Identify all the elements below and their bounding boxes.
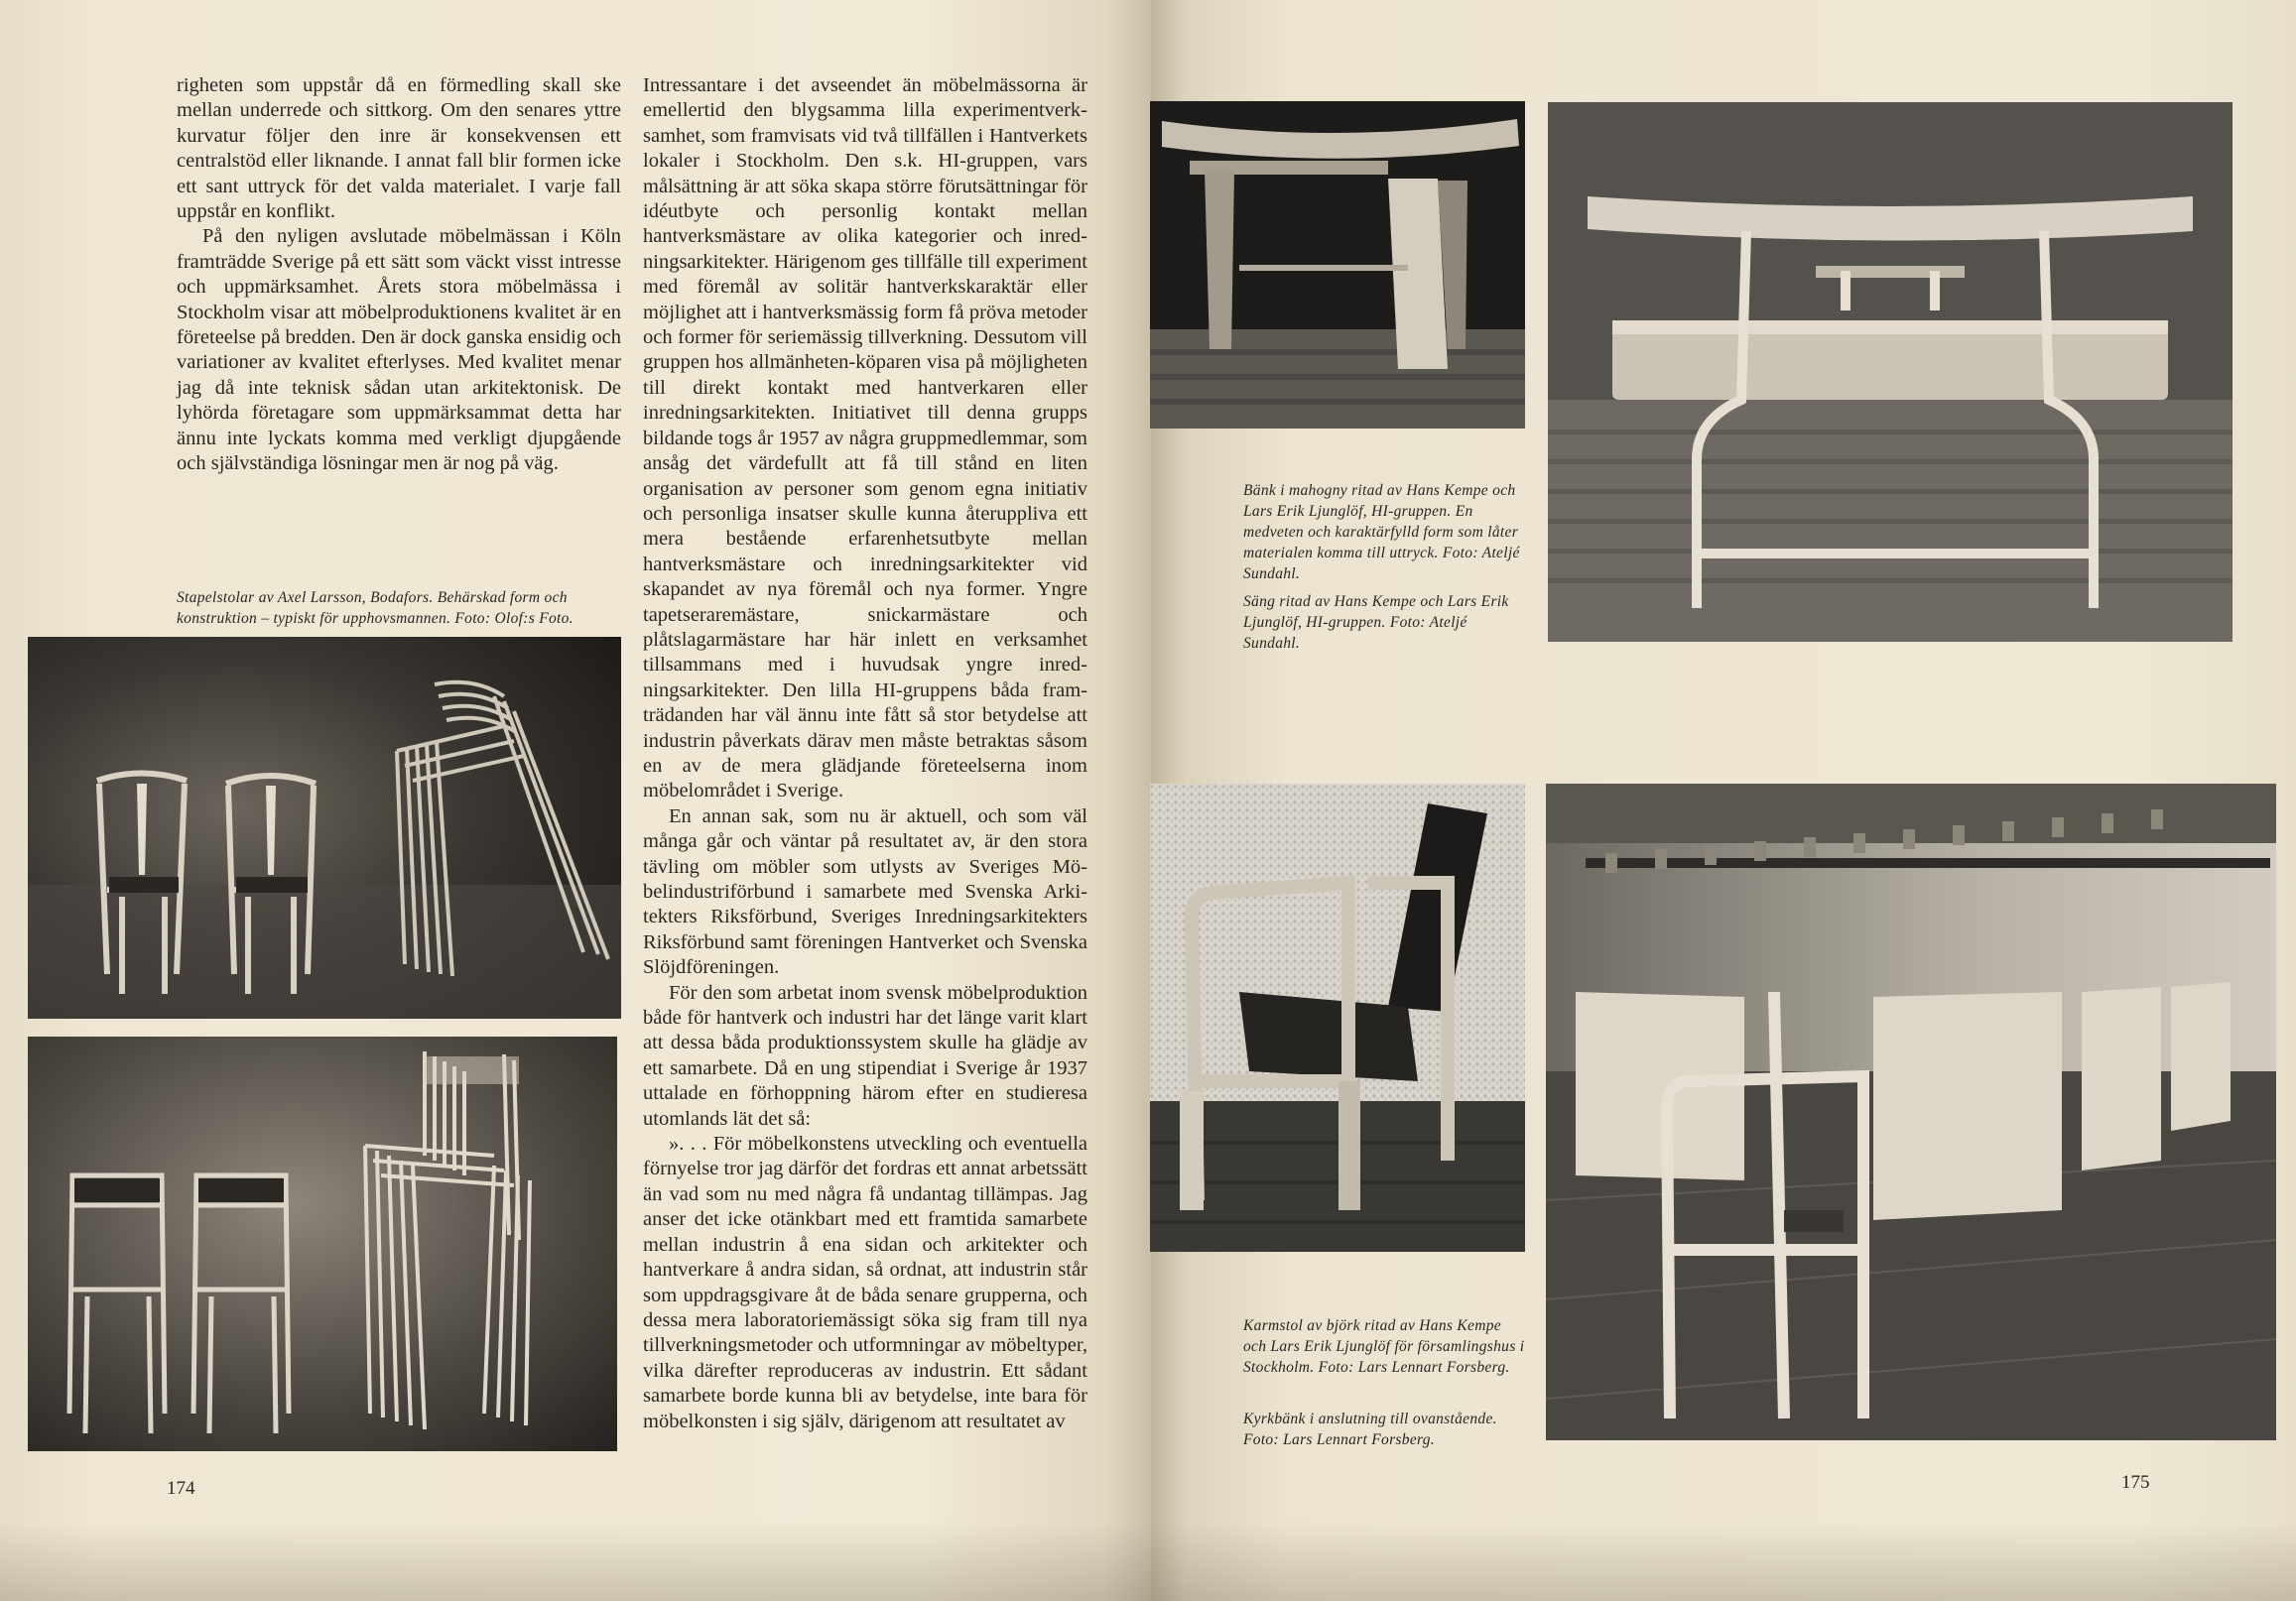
caption-sang: Säng ritad av Hans Kempe och Lars Erik Ljunglöf, HI-gruppen. Foto: Ateljé Sundahl. bbox=[1243, 593, 1509, 652]
paragraph: En annan sak, som nu är aktuell, och som väl många går och väntar på resultatet av, är den stora tävling om möbler som utlysts av Sveriges Möbelindustriförbund i samarbete med Svenska Arkitekters Riksförbund, Sveriges Inredningsarkitekters Riksförbund samt föreningen Hantverket och Svenska Slöjdföreningen. bbox=[643, 804, 1087, 979]
caption-stapelstolar: Stapelstolar av Axel Larsson, Bodafors. Behärskad form och konstruktion – typiskt för upphovsmannen. Foto: Olof:s Foto. bbox=[177, 589, 574, 627]
photo-stacking-chairs-1 bbox=[28, 637, 621, 1019]
photo-stacking-chairs-2 bbox=[28, 1037, 617, 1451]
paragraph: På den nyligen avslutade möbelmässan i Köln framträdde Sverige på ett sätt som väckt visst intresse och uppmärksamhet. Årets stora möbelmässa i Stockholm visar att möbelproduktionens kvalitet är en företeelse på bredden. Den är dock ganska ensidig och variationer av kvalitet efterlyses. Med kvalitet menar jag då inte teknisk sådan utan arkitektonisk. De lyhörda företagare som uppmärksammat detta har ännu inte lyckats komma med verkligt djupgående och självständiga lösningar men är nog på väg. bbox=[177, 225, 621, 475]
caption-kyrkbank: Kyrkbänk i anslutning till ovanstående. Foto: Lars Lennart Forsberg. bbox=[1243, 1411, 1497, 1448]
page-number: 175 bbox=[2121, 1472, 2150, 1493]
paragraph: righeten som uppstår då en förmedling skall ske mellan underrede och sittkorg. Om den senares yttre kurvatur följer den inre är konsekvensen ett centralstöd eller liknande. I annat fall blir formen icke ett sant uttryck för det valda materialet. I varje fall uppstår en konflikt. bbox=[177, 74, 621, 223]
photo-bed bbox=[1548, 102, 2232, 642]
page-shadow bbox=[1151, 1522, 2296, 1601]
caption-karmstol: Karmstol av björk ritad av Hans Kempe och Lars Erik Ljunglöf för församlingshus i Stockholm. Foto: Lars Lennart Forsberg. bbox=[1243, 1317, 1525, 1376]
paragraph: Intressantare i det avseendet än möbelmässorna är emellertid den blygsamma lilla experimentverksamhet, som framvisats vid två tillfällen i Hantverkets lokaler i Stockholm. Den s.k. HI-gruppen, vars målsättning är att söka skapa större förutsättningar för idéutbyte och personlig kontakt mellan hantverksmästare av olika kategorier och inredningsarkitekter. Härigenom ges tillfälle till experiment med föremål av solitär hantverkskaraktär eller möjlighet att i hantverksmässig form få pröva metoder och former för seriemässig tillverkning. Dessutom vill gruppen hos allmänheten-köparen visa på möjligheten till direkt kontakt med hantverkaren eller inredningsarkitekten. Initiativet till denna grupps bildande togs år 1957 av några gruppmedlemmar, som ansåg det värdefullt att få till stånd en liten organisation av personer som genom egna initiativ och personliga insatser skulle kunna återuppliva ett mera bestående erfarenhetsutbyte mellan hantverksmästare och inredningsarkitekter vid skapandet av nya föremål och nya former. Yngre tapetseraremästare, snickarmästare och plåtslagarmästare har här inlett en verksamhet tillsammans med i huvudsak yngre inredningsarkitekter. Den lilla HI-gruppens båda framträdanden har väl ännu inte fått så stor betydelse att industrin påverkats därav men måste betraktas såsom en av de mera glädjande företeelserna inom möbelområdet i Sverige. bbox=[643, 74, 1087, 802]
photo-mahogany-bench bbox=[1150, 101, 1525, 429]
photo-armchair bbox=[1150, 784, 1525, 1252]
photo-church-pews bbox=[1546, 784, 2276, 1440]
text-column-1 bbox=[177, 73, 621, 477]
page-shadow bbox=[0, 1522, 1151, 1601]
page-number: 174 bbox=[167, 1478, 195, 1499]
paragraph: För den som arbetat inom svensk möbelproduktion både för hantverk och industri har det länge varit klart att dessa båda produktionssystem skulle ha glädje av ett samarbete. Då en ung stipendiat i Sverige år 1937 uttalade en förhoppning härom efter en studieresa utomlands lät det så: bbox=[643, 981, 1087, 1130]
paragraph: ». . . För möbelkonstens utveckling och eventuella förnyelse tror jag därför det fordras ett annat arbetssätt än vad som nu med några få undantag tillämpas. Jag anser det icke otänkbart med ett framtida samarbete mellan industrin å ena sidan och arkitekter och hantverkare å andra sidan, så ordnat, att industrin står som uppdragsgivare åt de båda senare grupperna, och dessa mera laboratoriemässigt söka sig fram till nya tillverkningsmetoder och utformningar av möbeltyper, vilka därefter reproduceras av industrin. Ett sådant samarbete borde kunna bli av betydelse, inte bara för möbelkonsten i sig själv, därigenom att resultatet av bbox=[643, 1133, 1087, 1432]
text-column-2 bbox=[643, 73, 1087, 1434]
caption-bank: Bänk i mahogny ritad av Hans Kempe och Lars Erik Ljunglöf, HI-gruppen. En medveten och karaktärfylld form som låter materialen komma till uttryck. Foto: Ateljé Sundahl. bbox=[1243, 482, 1520, 582]
